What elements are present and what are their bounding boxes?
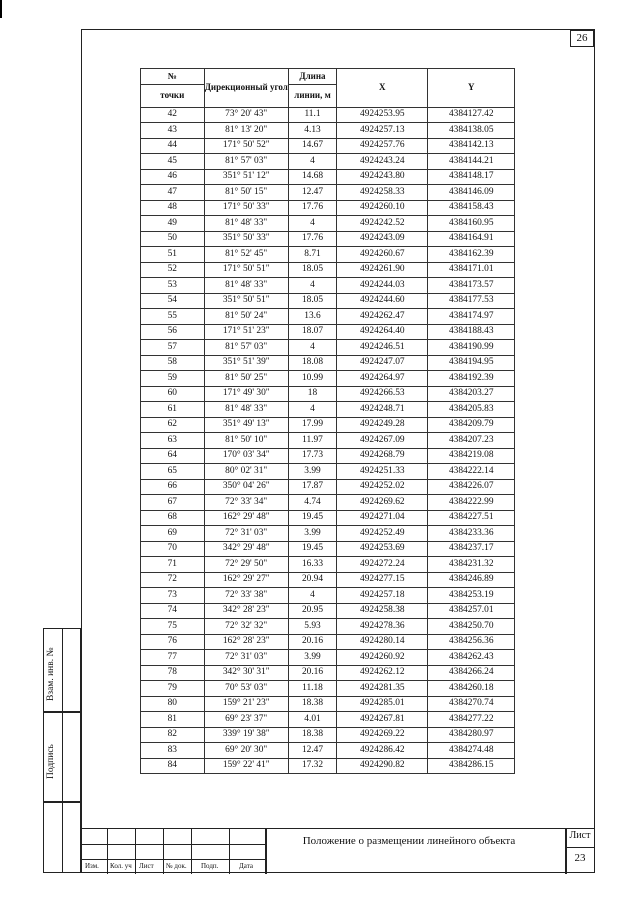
cell-y-coordinate: 4384164.91: [428, 231, 515, 247]
cell-y-coordinate: 4384250.70: [428, 619, 515, 635]
cell-point-number: 84: [141, 758, 205, 774]
cell-direction-angle: 72° 33' 38": [204, 588, 288, 604]
cell-y-coordinate: 4384280.97: [428, 727, 515, 743]
cell-point-number: 62: [141, 417, 205, 433]
cell-line-length: 18.07: [288, 324, 336, 340]
cell-line-length: 20.16: [288, 665, 336, 681]
document-title: Положение о размещении линейного объекта: [302, 835, 516, 847]
cell-y-coordinate: 4384274.48: [428, 743, 515, 759]
cell-x-coordinate: 4924253.95: [337, 107, 428, 123]
cell-line-length: 20.94: [288, 572, 336, 588]
table-row: [141, 526, 515, 542]
cell-line-length: 12.47: [288, 185, 336, 201]
cell-y-coordinate: 4384192.39: [428, 371, 515, 387]
cell-x-coordinate: 4924243.24: [337, 154, 428, 170]
cell-y-coordinate: 4384246.89: [428, 572, 515, 588]
cell-point-number: 73: [141, 588, 205, 604]
table-row: [141, 743, 515, 759]
cell-x-coordinate: 4924261.90: [337, 262, 428, 278]
cell-point-number: 51: [141, 247, 205, 263]
cell-line-length: 18.38: [288, 696, 336, 712]
signature-label: Подпись: [46, 744, 56, 779]
cell-point-number: 78: [141, 665, 205, 681]
cell-x-coordinate: 4924257.18: [337, 588, 428, 604]
cell-y-coordinate: 4384222.14: [428, 464, 515, 480]
cell-direction-angle: 81° 48' 33": [204, 402, 288, 418]
cell-x-coordinate: 4924249.28: [337, 417, 428, 433]
table-row: [141, 479, 515, 495]
cell-point-number: 55: [141, 309, 205, 325]
cell-x-coordinate: 4924286.42: [337, 743, 428, 759]
cell-line-length: 17.73: [288, 448, 336, 464]
cell-point-number: 80: [141, 696, 205, 712]
cell-x-coordinate: 4924269.62: [337, 495, 428, 511]
cell-y-coordinate: 4384138.05: [428, 123, 515, 139]
cell-line-length: 14.67: [288, 138, 336, 154]
cell-direction-angle: 342° 29' 48": [204, 541, 288, 557]
table-row: [141, 557, 515, 573]
cell-y-coordinate: 4384231.32: [428, 557, 515, 573]
table-row: [141, 588, 515, 604]
cell-point-number: 52: [141, 262, 205, 278]
cell-y-coordinate: 4384174.97: [428, 309, 515, 325]
cell-direction-angle: 69° 23' 37": [204, 712, 288, 728]
cell-y-coordinate: 4384144.21: [428, 154, 515, 170]
header-length-unit: линии, м: [288, 84, 336, 107]
cell-point-number: 67: [141, 495, 205, 511]
cell-direction-angle: 351° 51' 12": [204, 169, 288, 185]
cell-x-coordinate: 4924264.97: [337, 371, 428, 387]
cell-line-length: 20.95: [288, 603, 336, 619]
cell-y-coordinate: 4384209.79: [428, 417, 515, 433]
cell-direction-angle: 72° 29' 50": [204, 557, 288, 573]
caption-signature: Подп.: [201, 862, 219, 870]
cell-point-number: 45: [141, 154, 205, 170]
cell-line-length: 17.87: [288, 479, 336, 495]
cell-y-coordinate: 4384219.08: [428, 448, 515, 464]
cell-point-number: 70: [141, 541, 205, 557]
table-row: [141, 712, 515, 728]
cell-line-length: 14.68: [288, 169, 336, 185]
cell-line-length: 4.01: [288, 712, 336, 728]
cell-line-length: 18.38: [288, 727, 336, 743]
cell-x-coordinate: 4924251.33: [337, 464, 428, 480]
cell-point-number: 42: [141, 107, 205, 123]
table-row: [141, 355, 515, 371]
cell-direction-angle: 81° 52' 45": [204, 247, 288, 263]
cell-x-coordinate: 4924242.52: [337, 216, 428, 232]
cell-line-length: 3.99: [288, 526, 336, 542]
cell-y-coordinate: 4384262.43: [428, 650, 515, 666]
cell-point-number: 64: [141, 448, 205, 464]
cell-line-length: 18.08: [288, 355, 336, 371]
cell-direction-angle: 351° 50' 51": [204, 293, 288, 309]
cell-line-length: 17.76: [288, 231, 336, 247]
cell-y-coordinate: 4384233.36: [428, 526, 515, 542]
cell-y-coordinate: 4384127.42: [428, 107, 515, 123]
table-row: [141, 386, 515, 402]
cell-line-length: 20.16: [288, 634, 336, 650]
cell-point-number: 44: [141, 138, 205, 154]
table-row: [141, 262, 515, 278]
cell-direction-angle: 72° 32' 32": [204, 619, 288, 635]
cell-line-length: 11.18: [288, 681, 336, 697]
cell-y-coordinate: 4384148.17: [428, 169, 515, 185]
title-block: [81, 828, 595, 874]
cell-direction-angle: 159° 22' 41": [204, 758, 288, 774]
cell-point-number: 54: [141, 293, 205, 309]
cell-direction-angle: 72° 31' 03": [204, 650, 288, 666]
table-row: [141, 541, 515, 557]
cell-y-coordinate: 4384277.22: [428, 712, 515, 728]
cell-point-number: 53: [141, 278, 205, 294]
cell-x-coordinate: 4924267.09: [337, 433, 428, 449]
cell-x-coordinate: 4924243.09: [337, 231, 428, 247]
cell-x-coordinate: 4924257.13: [337, 123, 428, 139]
table-row: [141, 665, 515, 681]
cell-line-length: 4: [288, 216, 336, 232]
cell-line-length: 11.97: [288, 433, 336, 449]
side-stamp-date: [43, 802, 81, 873]
table-row: [141, 650, 515, 666]
cell-y-coordinate: 4384205.83: [428, 402, 515, 418]
cell-y-coordinate: 4384171.01: [428, 262, 515, 278]
table-row: [141, 231, 515, 247]
cell-point-number: 63: [141, 433, 205, 449]
cell-x-coordinate: 4924280.14: [337, 634, 428, 650]
cell-line-length: 17.76: [288, 200, 336, 216]
cell-direction-angle: 81° 57' 03": [204, 340, 288, 356]
cell-point-number: 83: [141, 743, 205, 759]
cell-point-number: 82: [141, 727, 205, 743]
cell-x-coordinate: 4924243.80: [337, 169, 428, 185]
cell-point-number: 59: [141, 371, 205, 387]
cell-y-coordinate: 4384207.23: [428, 433, 515, 449]
cell-x-coordinate: 4924246.51: [337, 340, 428, 356]
cell-y-coordinate: 4384266.24: [428, 665, 515, 681]
cell-x-coordinate: 4924252.49: [337, 526, 428, 542]
caption-doc: № док.: [166, 862, 187, 870]
caption-date: Дата: [239, 862, 253, 870]
cell-direction-angle: 81° 57' 03": [204, 154, 288, 170]
cell-direction-angle: 162° 28' 23": [204, 634, 288, 650]
cell-direction-angle: 72° 31' 03": [204, 526, 288, 542]
cell-x-coordinate: 4924248.71: [337, 402, 428, 418]
cell-direction-angle: 72° 33' 34": [204, 495, 288, 511]
cell-line-length: 10.99: [288, 371, 336, 387]
cell-y-coordinate: 4384253.19: [428, 588, 515, 604]
cell-direction-angle: 170° 03' 34": [204, 448, 288, 464]
cell-x-coordinate: 4924266.53: [337, 386, 428, 402]
cell-y-coordinate: 4384146.09: [428, 185, 515, 201]
header-line-length: Длина: [288, 69, 336, 85]
cell-point-number: 81: [141, 712, 205, 728]
cell-x-coordinate: 4924271.04: [337, 510, 428, 526]
table-row: [141, 464, 515, 480]
cell-y-coordinate: 4384260.18: [428, 681, 515, 697]
page-number: 26: [570, 30, 594, 47]
cell-line-length: 17.99: [288, 417, 336, 433]
cell-x-coordinate: 4924258.38: [337, 603, 428, 619]
cell-point-number: 48: [141, 200, 205, 216]
table-row: [141, 619, 515, 635]
cell-direction-angle: 70° 53' 03": [204, 681, 288, 697]
table-row: [141, 402, 515, 418]
cell-y-coordinate: 4384256.36: [428, 634, 515, 650]
cell-point-number: 50: [141, 231, 205, 247]
cell-x-coordinate: 4924260.10: [337, 200, 428, 216]
cell-x-coordinate: 4924244.03: [337, 278, 428, 294]
cell-direction-angle: 80° 02' 31": [204, 464, 288, 480]
cell-direction-angle: 162° 29' 27": [204, 572, 288, 588]
cell-point-number: 75: [141, 619, 205, 635]
cell-y-coordinate: 4384158.43: [428, 200, 515, 216]
cell-direction-angle: 81° 50' 10": [204, 433, 288, 449]
header-direction-angle: Дирекционный угол: [204, 69, 288, 108]
cell-y-coordinate: 4384177.53: [428, 293, 515, 309]
cell-point-number: 46: [141, 169, 205, 185]
cell-direction-angle: 350° 04' 26": [204, 479, 288, 495]
cell-direction-angle: 81° 48' 33": [204, 278, 288, 294]
cell-point-number: 72: [141, 572, 205, 588]
cell-direction-angle: 81° 50' 24": [204, 309, 288, 325]
table-row: [141, 417, 515, 433]
cell-line-length: 5.93: [288, 619, 336, 635]
cell-direction-angle: 171° 51' 23": [204, 324, 288, 340]
side-stamp-inventory: [43, 628, 81, 712]
cell-y-coordinate: 4384194.95: [428, 355, 515, 371]
table-row: [141, 107, 515, 123]
cell-x-coordinate: 4924260.67: [337, 247, 428, 263]
cell-point-number: 66: [141, 479, 205, 495]
table-row: [141, 324, 515, 340]
cell-point-number: 47: [141, 185, 205, 201]
table-row: [141, 371, 515, 387]
cell-line-length: 8.71: [288, 247, 336, 263]
cell-direction-angle: 171° 49' 30": [204, 386, 288, 402]
cell-y-coordinate: 4384226.07: [428, 479, 515, 495]
cell-x-coordinate: 4924258.33: [337, 185, 428, 201]
cell-x-coordinate: 4924252.02: [337, 479, 428, 495]
table-body: [141, 107, 515, 774]
side-stamp-signature: [43, 712, 81, 802]
cell-point-number: 74: [141, 603, 205, 619]
cell-x-coordinate: 4924247.07: [337, 355, 428, 371]
table-row: [141, 340, 515, 356]
table-row: [141, 448, 515, 464]
caption-count: Кол. уч: [110, 862, 132, 870]
cell-x-coordinate: 4924253.69: [337, 541, 428, 557]
cell-x-coordinate: 4924269.22: [337, 727, 428, 743]
cell-x-coordinate: 4924285.01: [337, 696, 428, 712]
cell-line-length: 4: [288, 588, 336, 604]
cell-x-coordinate: 4924272.24: [337, 557, 428, 573]
table-row: [141, 154, 515, 170]
cell-point-number: 58: [141, 355, 205, 371]
cell-x-coordinate: 4924278.36: [337, 619, 428, 635]
cell-line-length: 17.32: [288, 758, 336, 774]
table-row: [141, 247, 515, 263]
cell-point-number: 68: [141, 510, 205, 526]
table-row: [141, 634, 515, 650]
header-x: X: [337, 69, 428, 108]
cell-point-number: 60: [141, 386, 205, 402]
cell-line-length: 3.99: [288, 464, 336, 480]
table-row: [141, 169, 515, 185]
cell-y-coordinate: 4384160.95: [428, 216, 515, 232]
cell-x-coordinate: 4924277.15: [337, 572, 428, 588]
cell-direction-angle: 81° 48' 33": [204, 216, 288, 232]
cell-y-coordinate: 4384270.74: [428, 696, 515, 712]
cell-direction-angle: 171° 50' 52": [204, 138, 288, 154]
cell-line-length: 19.45: [288, 541, 336, 557]
inventory-label: Взам. инв. №: [46, 647, 56, 701]
cell-x-coordinate: 4924262.12: [337, 665, 428, 681]
cell-point-number: 71: [141, 557, 205, 573]
cell-point-number: 56: [141, 324, 205, 340]
cell-point-number: 77: [141, 650, 205, 666]
cell-line-length: 13.6: [288, 309, 336, 325]
sheet-number: 23: [574, 852, 586, 864]
cell-point-number: 76: [141, 634, 205, 650]
cell-x-coordinate: 4924267.81: [337, 712, 428, 728]
cell-point-number: 79: [141, 681, 205, 697]
cell-direction-angle: 171° 50' 33": [204, 200, 288, 216]
cell-direction-angle: 81° 13' 20": [204, 123, 288, 139]
cell-y-coordinate: 4384162.39: [428, 247, 515, 263]
cell-x-coordinate: 4924244.60: [337, 293, 428, 309]
cell-direction-angle: 351° 51' 39": [204, 355, 288, 371]
cell-direction-angle: 342° 28' 23": [204, 603, 288, 619]
cell-direction-angle: 339° 19' 38": [204, 727, 288, 743]
cell-point-number: 65: [141, 464, 205, 480]
cell-line-length: 18: [288, 386, 336, 402]
cell-line-length: 16.33: [288, 557, 336, 573]
cell-y-coordinate: 4384190.99: [428, 340, 515, 356]
cell-x-coordinate: 4924262.47: [337, 309, 428, 325]
table-row: [141, 123, 515, 139]
cell-point-number: 43: [141, 123, 205, 139]
cell-line-length: 18.05: [288, 262, 336, 278]
caption-change: Изм.: [85, 862, 99, 870]
table-row: [141, 696, 515, 712]
cell-direction-angle: 81° 50' 15": [204, 185, 288, 201]
table-row: [141, 727, 515, 743]
cell-point-number: 69: [141, 526, 205, 542]
cell-direction-angle: 81° 50' 25": [204, 371, 288, 387]
cell-line-length: 4: [288, 154, 336, 170]
cell-direction-angle: 171° 50' 51": [204, 262, 288, 278]
cell-y-coordinate: 4384257.01: [428, 603, 515, 619]
cell-line-length: 4.74: [288, 495, 336, 511]
cell-line-length: 18.05: [288, 293, 336, 309]
cell-point-number: 57: [141, 340, 205, 356]
table-row: [141, 572, 515, 588]
cell-y-coordinate: 4384173.57: [428, 278, 515, 294]
header-y: Y: [428, 69, 515, 108]
cell-direction-angle: 162° 29' 48": [204, 510, 288, 526]
cell-direction-angle: 351° 50' 33": [204, 231, 288, 247]
table-row: [141, 758, 515, 774]
cell-x-coordinate: 4924281.35: [337, 681, 428, 697]
cell-line-length: 12.47: [288, 743, 336, 759]
cell-point-number: 61: [141, 402, 205, 418]
cell-direction-angle: 73° 20' 43": [204, 107, 288, 123]
table-row: [141, 185, 515, 201]
cell-line-length: 4: [288, 278, 336, 294]
header-point-label: точки: [141, 84, 205, 107]
cell-line-length: 4: [288, 340, 336, 356]
cell-direction-angle: 351° 49' 13": [204, 417, 288, 433]
cell-x-coordinate: 4924290.82: [337, 758, 428, 774]
table-row: [141, 495, 515, 511]
table-row: [141, 200, 515, 216]
table-row: [141, 681, 515, 697]
cell-y-coordinate: 4384188.43: [428, 324, 515, 340]
caption-sheet: Лист: [139, 862, 154, 870]
sheet-label: Лист: [569, 830, 591, 841]
table-row: [141, 433, 515, 449]
cell-x-coordinate: 4924260.92: [337, 650, 428, 666]
cell-x-coordinate: 4924264.40: [337, 324, 428, 340]
table-row: [141, 603, 515, 619]
cell-line-length: 11.1: [288, 107, 336, 123]
table-row: [141, 216, 515, 232]
cell-line-length: 4: [288, 402, 336, 418]
cell-y-coordinate: 4384142.13: [428, 138, 515, 154]
cell-direction-angle: 342° 30' 31": [204, 665, 288, 681]
cell-y-coordinate: 4384222.99: [428, 495, 515, 511]
cell-x-coordinate: 4924268.79: [337, 448, 428, 464]
header-point-number: №: [141, 69, 205, 85]
cell-y-coordinate: 4384203.27: [428, 386, 515, 402]
cell-direction-angle: 159° 21' 23": [204, 696, 288, 712]
corner-mark: [0, 0, 2, 18]
table-row: [141, 138, 515, 154]
cell-line-length: 19.45: [288, 510, 336, 526]
coordinates-table: [140, 68, 515, 774]
cell-line-length: 3.99: [288, 650, 336, 666]
table-row: [141, 309, 515, 325]
cell-line-length: 4.13: [288, 123, 336, 139]
table-row: [141, 510, 515, 526]
cell-y-coordinate: 4384237.17: [428, 541, 515, 557]
cell-point-number: 49: [141, 216, 205, 232]
table-row: [141, 278, 515, 294]
table-row: [141, 293, 515, 309]
cell-y-coordinate: 4384286.15: [428, 758, 515, 774]
cell-y-coordinate: 4384227.51: [428, 510, 515, 526]
cell-x-coordinate: 4924257.76: [337, 138, 428, 154]
cell-direction-angle: 69° 20' 30": [204, 743, 288, 759]
